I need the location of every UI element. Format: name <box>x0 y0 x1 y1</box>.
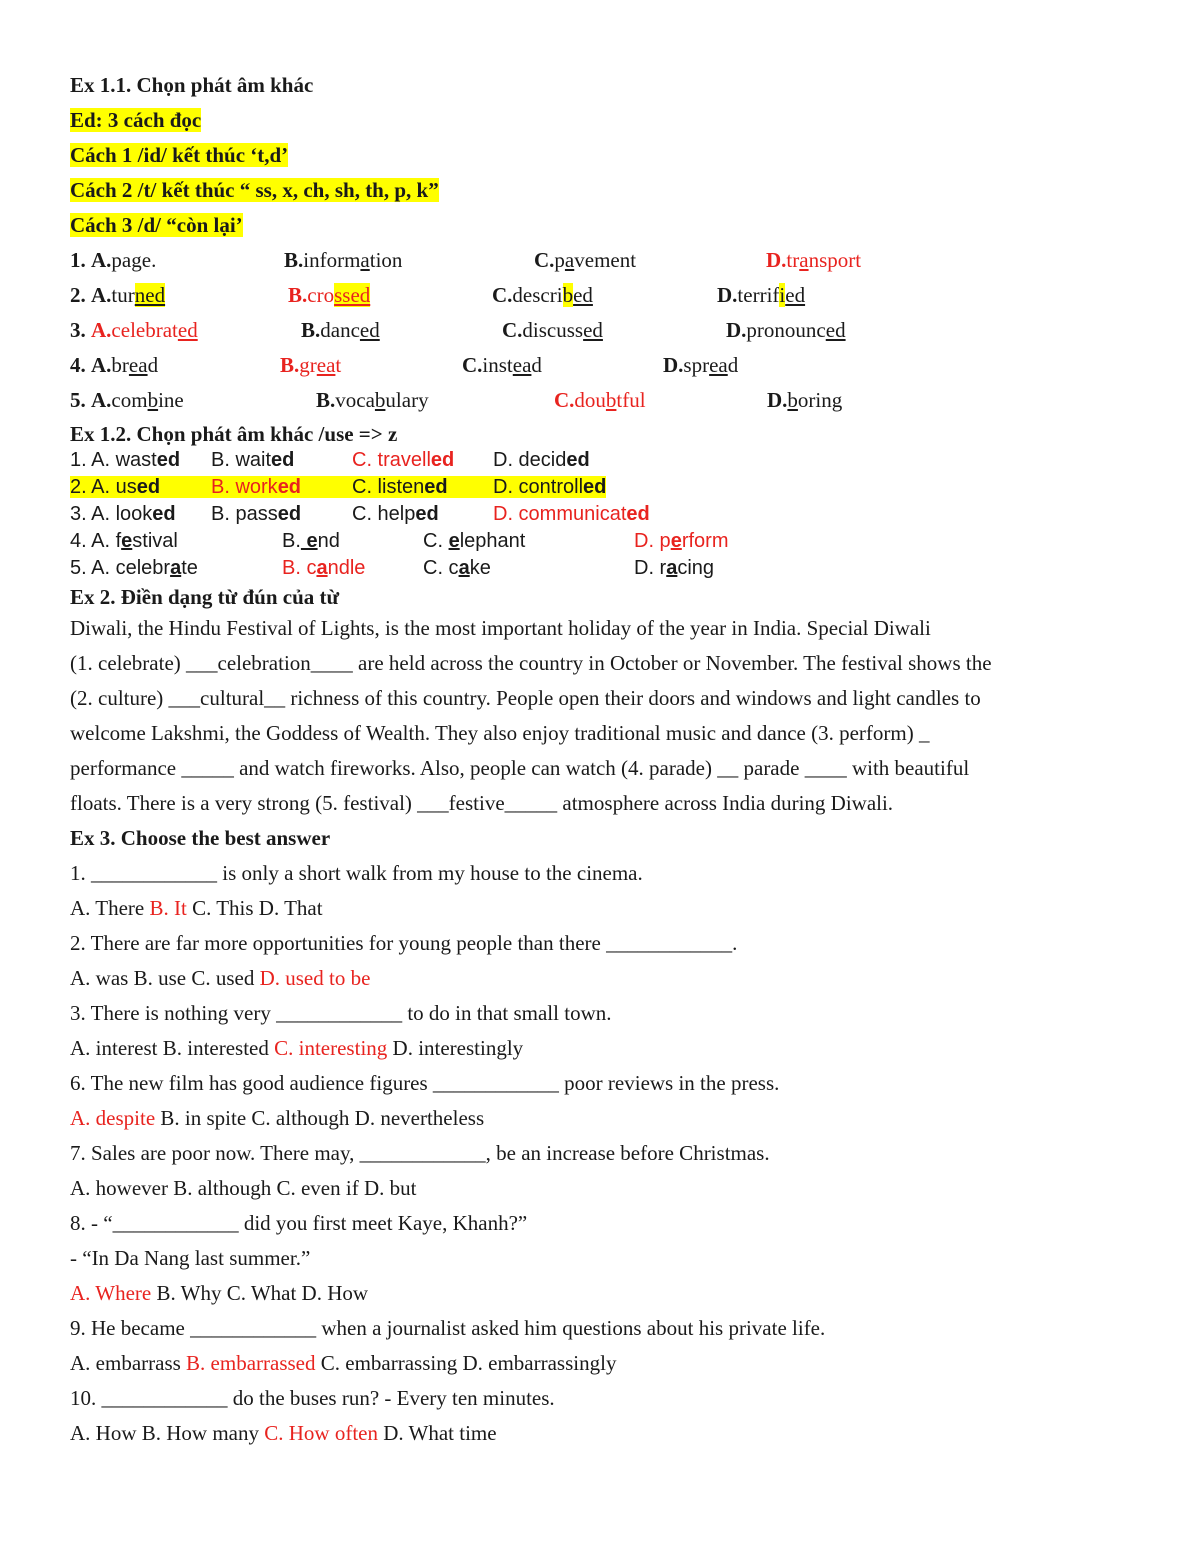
q1-stem: 1. ____________ is only a short walk from my house to the cinema. <box>70 861 643 885</box>
ex12-row-4: 4. A. festival B. end C. elephant D. perform <box>70 530 729 552</box>
q9-stem: 9. He became ____________ when a journalist asked him questions about his private life. <box>70 1316 826 1340</box>
q7-options: A. however B. although C. even if D. but <box>70 1176 417 1200</box>
q9-options: A. embarrass B. embarrassed C. embarrassing D. embarrassingly <box>70 1351 617 1375</box>
q10-stem: 10. ____________ do the buses run? - Every ten minutes. <box>70 1386 555 1410</box>
ex11-row-3: 3. A.celebrated B.danced C.discussed D.pronounced <box>70 318 846 342</box>
ex11-row-4: 4. A.bread B.great C.instead D.spread <box>70 353 739 377</box>
q6-stem: 6. The new film has good audience figures ____________ poor reviews in the press. <box>70 1071 780 1095</box>
ex11-row-1: 1. A.page. B.information C.pavement D.transport <box>70 248 862 272</box>
rule-1: Cách 1 /id/ kết thúc ‘t,d’ <box>70 143 289 167</box>
q8-options: A. Where B. Why C. What D. How <box>70 1281 369 1305</box>
ex12-row-1: 1. A. wasted B. waited C. travelled D. decided <box>70 449 590 471</box>
ex12-title: Ex 1.2. Chọn phát âm khác /use => z <box>70 422 398 446</box>
ex2-title: Ex 2. Điền dạng từ đún của từ <box>70 585 340 609</box>
ex12-row-3: 3. A. looked B. passed C. helped D. communicated <box>70 503 650 525</box>
q3-options: A. interest B. interested C. interesting D. interestingly <box>70 1036 524 1060</box>
ex11-row-5: 5. A.combine B.vocabulary C.doubtful D.boring <box>70 388 843 412</box>
q3-stem: 3. There is nothing very ____________ to do in that small town. <box>70 1001 612 1025</box>
ex12-row-2: 2. A. used B. worked C. listened D. controlled <box>70 476 607 498</box>
q2-options: A. was B. use C. used D. used to be <box>70 966 371 990</box>
q8-stem: 8. - “____________ did you first meet Kaye, Khanh?” <box>70 1211 528 1235</box>
q6-options: A. despite B. in spite C. although D. nevertheless <box>70 1106 485 1130</box>
ex2-passage: Diwali, the Hindu Festival of Lights, is the most important holiday of the year in India. Special Diwali (1. celebrate) ___celebration____ are held across the country in October or November. The festival shows the (2. culture) ___cultural__ richness of this country. People open their doors and windows and light candles to welcome Lakshmi, the Goddess of Wealth. They also enjoy traditional music and dance (3. perform) _ performance _____ and watch fireworks. Also, people can watch (4. parade) __ parade ____ with beautiful floats. There is a very strong (5. festival) ___festive_____ atmosphere across India during Diwali. <box>70 616 992 815</box>
q1-options: A. There B. It C. This D. That <box>70 896 323 920</box>
ex3-title: Ex 3. Choose the best answer <box>70 826 331 850</box>
q7-stem: 7. Sales are poor now. There may, ____________, be an increase before Christmas. <box>70 1141 770 1165</box>
q10-options: A. How B. How many C. How often D. What time <box>70 1421 497 1445</box>
ex12-row-5: 5. A. celebrate B. candle C. cake D. racing <box>70 557 715 579</box>
rule-ed: Ed: 3 cách đọc <box>70 108 202 132</box>
rule-2: Cách 2 /t/ kết thúc “ ss, x, ch, sh, th, p, k” <box>70 178 439 202</box>
q2-stem: 2. There are far more opportunities for young people than there ____________. <box>70 931 738 955</box>
ex11-title: Ex 1.1. Chọn phát âm khác <box>70 73 314 97</box>
q8-reply: - “In Da Nang last summer.” <box>70 1246 311 1270</box>
worksheet <box>70 68 1140 1451</box>
ex11-row-2: 2. A.turned B.crossed C.described D.terrified <box>70 283 806 307</box>
rule-3: Cách 3 /d/ “còn lại’ <box>70 213 243 237</box>
